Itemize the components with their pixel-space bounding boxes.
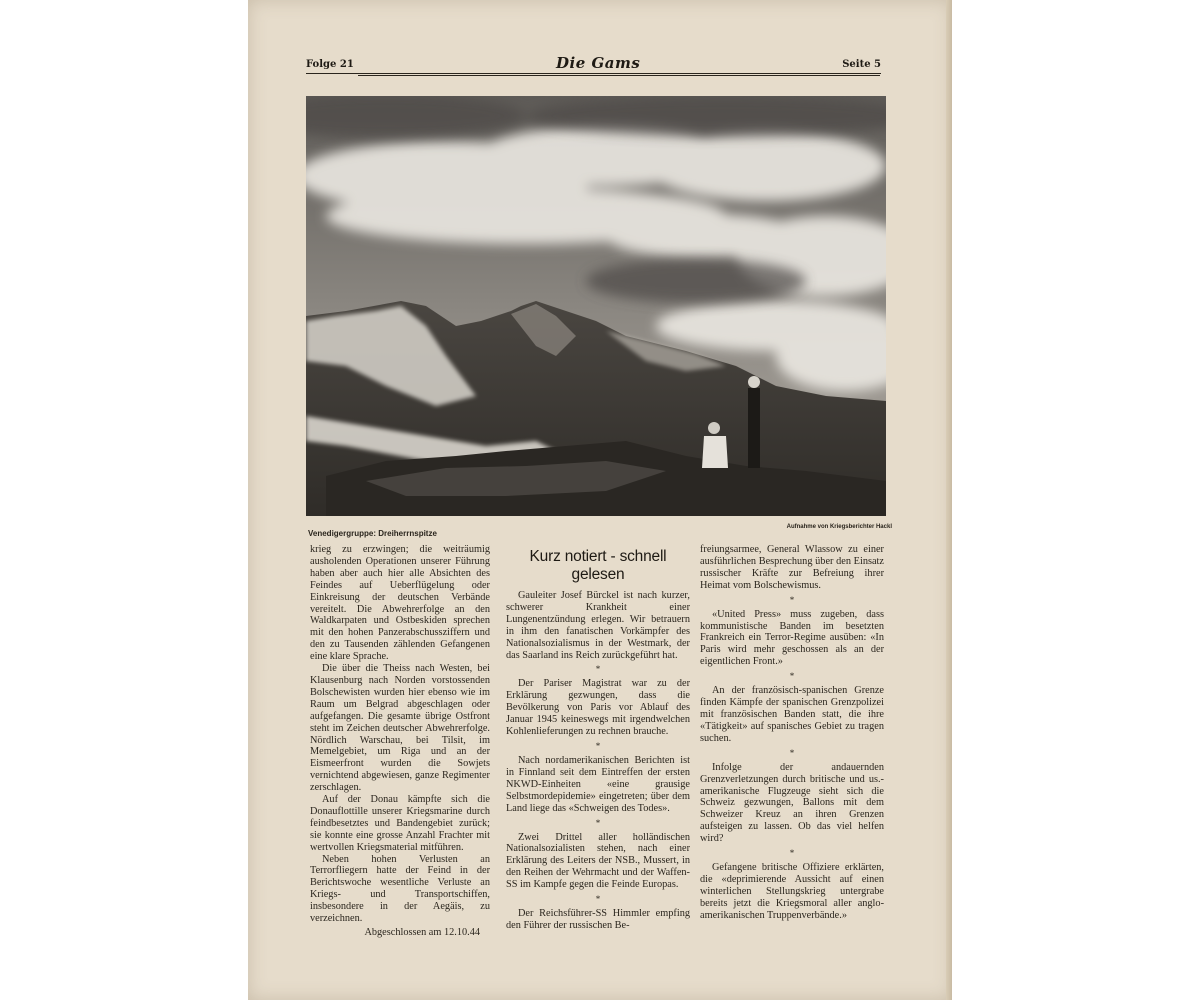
page-edge [946, 0, 952, 1000]
separator-star: * [595, 740, 601, 751]
page-number: Seite 5 [842, 59, 881, 70]
news-item: Der Pariser Magistrat war zu der Erklärung gezwungen, dass die Bevölkerung von Paris vor Ablauf des Januar 1945 keineswegs mit irgendwelchen Kohlenlieferungen zu rechnen brauche. [506, 678, 690, 738]
mountain-photo [306, 96, 886, 516]
masthead-title: Die Gams [556, 54, 641, 72]
section-heading: Kurz notiert - schnell gelesen [529, 548, 667, 583]
mountain-photo-image [306, 96, 886, 516]
header-rule [306, 73, 881, 74]
separator-star: * [789, 747, 795, 758]
photo-credit: Aufnahme von Kriegsberichter Hackl [786, 524, 892, 530]
separator-star: * [789, 848, 795, 859]
newspaper-page [248, 0, 952, 1000]
separator-star: * [595, 894, 601, 905]
column-paragraph: Neben hohen Verlusten an Terrorfliegern hatte der Feind in der Berichtswoche wesentliche Verluste an Kriegs- und Transportschiffen, insbesondere in der Aegäis, zu verzeichnen. [310, 853, 490, 925]
column-right [700, 544, 884, 922]
news-item: Gefangene britische Offiziere erklärten, die «deprimierende Aussicht auf einen winterlichen Stellungskrieg untergrabe bereits jetzt die Kriegsmoral aller anglo-amerikanischen Truppenverbände.» [700, 862, 884, 921]
photo-caption: Venedigergruppe: Dreiherrnspitze [308, 529, 437, 538]
column-paragraph: Auf der Donau kämpfte sich die Donauflottille unserer Kriegsmarine durch feindbesetztes und Bandengebiet zurück; sie konnte eine grosse Anzahl Frachter mit wertvollen Kriegsmaterial mitführen. [310, 794, 490, 853]
news-item: Infolge der andauernden Grenzverletzungen durch britische und us.-amerikanische Flugzeuge sieht sich die Schweiz gezwungen, Ballons mit dem Schweizer Kreuz an ihren Grenzen aufsteigen zu lassen. Ob das viel helfen wird? [700, 761, 884, 845]
seated-figure [702, 436, 728, 468]
separator-star: * [595, 664, 601, 675]
separator-star: * [789, 594, 795, 605]
news-item: Der Reichsführer-SS Himmler empfing den Führer der russischen Be- [506, 908, 690, 931]
header-rule-secondary [358, 75, 880, 76]
separator-star: * [789, 671, 795, 682]
news-item: freiungsarmee, General Wlassow zu einer ausführlichen Besprechung über den Einsatz russischer Kräfte zur Befreiung ihrer Heimat vom Bolschewismus. [700, 544, 884, 591]
news-item: «United Press» muss zugeben, dass kommunistische Banden im besetzten Frankreich ein Terror-Regime ausüben: «In Paris wird mehr geschossen als an der eigentlichen Front.» [700, 608, 884, 668]
standing-figure [748, 388, 760, 468]
separator-star: * [595, 817, 601, 828]
column-middle [506, 544, 690, 934]
news-item: Gauleiter Josef Bürckel ist nach kurzer, schwerer Krankheit einer Lungenentzündung erlegen. Wir betrauern in ihm den fanatischen Vorkämpfer des Nationalsozialismus in der Westmark, der das Saarland ins Reich zurückgeführt hat. [506, 590, 690, 661]
issue-number: Folge 21 [306, 59, 354, 70]
news-item: An der französisch-spanischen Grenze finden Kämpfe der spanischen Grenzpolizei mit französischen Banden statt, die ihre «Tätigkeit» auf spanisches Gebiet zu tragen suchen. [700, 685, 884, 744]
news-item: Nach nordamerikanischen Berichten ist in Finnland seit dem Eintreffen der ersten NKWD-Einheiten «eine grausige Selbstmordepidemie» eingetreten; über dem Land liege das «Schweigen des Todes». [506, 754, 690, 814]
closing-date: Abgeschlossen am 12.10.44 [364, 927, 480, 938]
column-left [310, 544, 490, 939]
news-item: Zwei Drittel aller holländischen Nationalsozialisten stehen, nach einer Erklärung des Leiters der NSB., Mussert, in den Reihen der Wehrmacht und der Waffen-SS im Kampfe gegen die Feinde Europas. [506, 831, 690, 891]
column-paragraph: krieg zu erzwingen; die weiträumig ausholenden Operationen unserer Führung haben aber auch hier alle Absichten des Feindes auf Ueberflügelung oder Einkreisung der deutschen Verbände vereitelt. Die Abwehrerfolge an den Waldkarpaten und Ostbeskiden sprechen mit den hohen Panzerabschussziffern und den zu Tausenden zählenden Gefangenen eine klare Sprache. [310, 544, 490, 663]
column-paragraph: Die über die Theiss nach Westen, bei Klausenburg nach Norden vorstossenden Bolschewisten wurden hier ebenso wie im Raum um Belgrad abgeschlagen oder aufgefangen. Die gesamte übrige Ostfront steht im Zeichen deutscher Abwehrerfolge. Nördlich Warschau, bei Tilsit, im Memelgebiet, um Riga und an der Eismeerfront wurden die Sowjets vernichtend abgewiesen, ganze Regimenter zerschlagen. [310, 663, 490, 794]
